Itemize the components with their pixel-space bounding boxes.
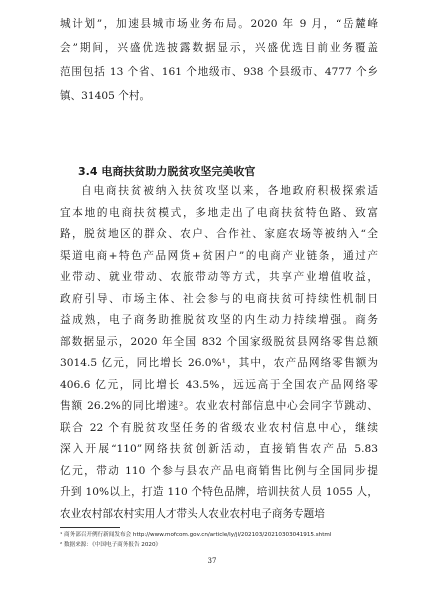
footnote-1: ¹ 商务部召开例行新闻发布会 http://www.mofcom.gov.cn/article/ly/jl/202103/20210303041915.shtml <box>60 532 332 538</box>
text-line: 城计划”，加速县城市场业务布局。2020 年 9 月，“岳麓峰 <box>60 18 378 30</box>
text-line: 业带动、就业带动、农旅带动等方式，共享产业增值收益， <box>60 271 378 283</box>
text-line: 范围包括 13 个省、161 个地级市、938 个县级市、4777 个乡 <box>60 66 378 78</box>
text-line: 自电商扶贫被纳入扶贫攻坚以来，各地政府积极探索适 <box>81 185 378 197</box>
text-line: 宜本地的电商扶贫模式，多地走出了电商扶贫特色路、致富 <box>60 206 378 219</box>
text-line: 升到 10%以上，打造 110 个特色品牌，培训扶贫人员 1055 人， <box>60 486 378 498</box>
text-line: 3014.5 亿元，同比增长 26.0%¹，其中，农产品网络零售额为 <box>60 357 378 369</box>
text-line: 渠道电商+特色产品网货+贫困户”的电商产业链条，通过产 <box>60 249 378 262</box>
text-line: 部数据显示，2020 年全国 832 个国家级脱贫县网络零售总额 <box>60 335 378 348</box>
text-line: 路，脱贫地区的群众、农户、合作社、家庭农场等被纳入“全 <box>60 228 378 240</box>
footnote-rule <box>60 527 120 528</box>
text-line: 联合 22 个有脱贫攻坚任务的省级农业农村信息中心，继续 <box>60 421 378 434</box>
text-line: 镇、31405 个村。 <box>60 90 151 102</box>
text-line: 406.6 亿元，同比增长 43.5%，远远高于全国农产品网络零 <box>60 378 378 391</box>
text-line: 亿元，带动 110 个参与县农产品电商销售比例与全国同步提 <box>60 464 378 477</box>
footnote-2: ² 数据来源：《中国电子商务报告 2020》 <box>60 542 162 548</box>
page-number: 37 <box>207 557 217 565</box>
text-line: 会”期间，兴盛优选披露数据显示，兴盛优选目前业务覆盖 <box>60 42 378 54</box>
text-line: 益成熟，电子商务助推脱贫攻坚的内生动力持续增强。商务 <box>60 314 378 326</box>
section-heading: 3.4 电商扶贫助力脱贫攻坚完美收官 <box>78 165 256 178</box>
text-line: 农业农村部农村实用人才带头人农业农村电子商务专题培 <box>60 507 325 520</box>
text-line: 售额 26.2%的同比增速²。农业农村部信息中心会同字节跳动、 <box>60 400 378 412</box>
text-line: 政府引导、市场主体、社会参与的电商扶贫可持续性机制日 <box>60 292 378 305</box>
text-line: 深入开展“110”网络扶贫创新活动，直接销售农产品 5.83 <box>60 443 378 455</box>
